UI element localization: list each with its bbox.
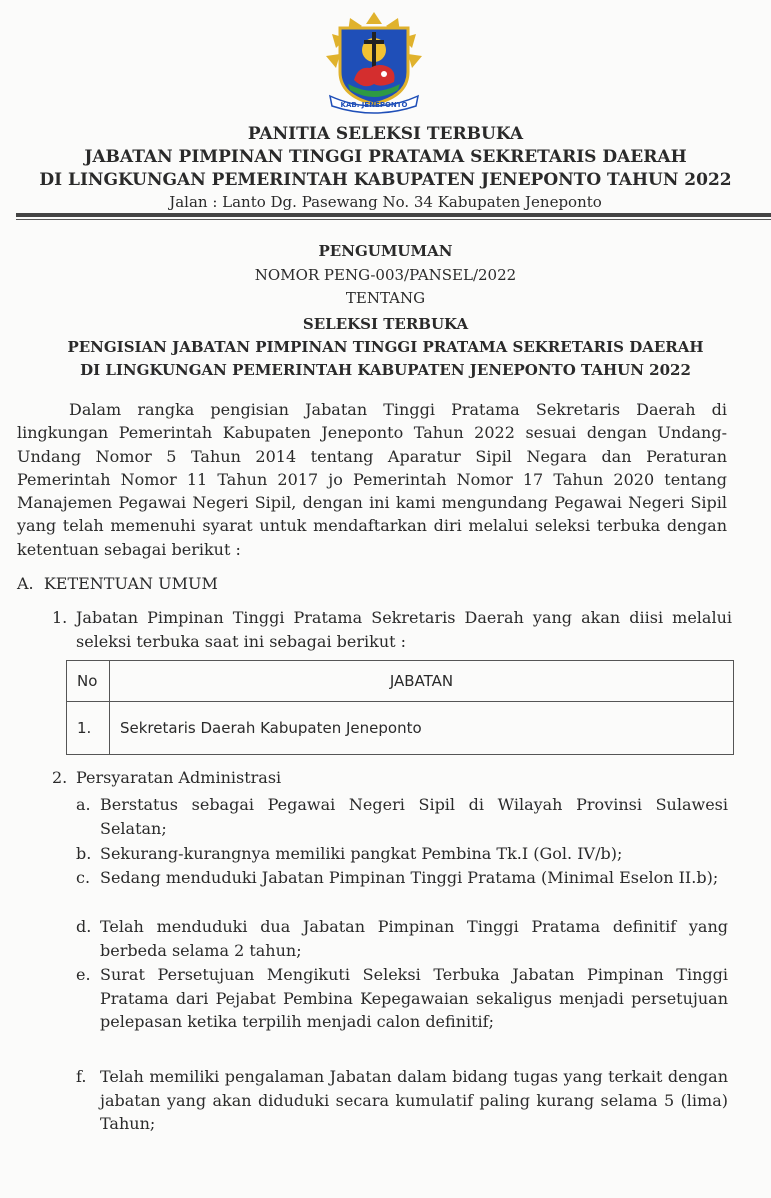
announcement-subject3: DI LINGKUNGAN PEMERINTAH KABUPATEN JENEPONTO TAHUN 2022 (80, 361, 691, 379)
item-text: Persyaratan Administrasi (76, 768, 282, 787)
item-number: 2. (52, 768, 68, 787)
item-text: Jabatan Pimpinan Tinggi Pratama Sekretaris Daerah yang akan diisi melalui seleksi terbuka saat ini sebagai berikut : (76, 608, 732, 651)
sub-item-label: e. (76, 965, 91, 984)
letterhead-line3: DI LINGKUNGAN PEMERINTAH KABUPATEN JENEPONTO TAHUN 2022 (39, 170, 732, 190)
position-table (66, 660, 734, 755)
sub-item-text: Berstatus sebagai Pegawai Negeri Sipil di Wilayah Provinsi Sulawesi Selatan; (100, 795, 728, 838)
sub-item-c (76, 866, 728, 914)
letterhead-rule-thin (16, 219, 771, 220)
sub-item-label: d. (76, 917, 92, 936)
sub-item-a (76, 793, 728, 841)
sub-item-label: b. (76, 844, 92, 863)
list-item (52, 606, 732, 654)
table-cell: 1. (67, 702, 110, 755)
announcement-about: TENTANG (345, 289, 426, 307)
table-row (67, 702, 734, 755)
sub-item-b (76, 842, 728, 866)
table-cell: Sekretaris Daerah Kabupaten Jeneponto (110, 702, 734, 755)
sub-item-label: a. (76, 795, 91, 814)
sub-item-f (76, 1065, 728, 1137)
sub-item-label: f. (76, 1067, 87, 1086)
letterhead-address: Jalan : Lanto Dg. Pasewang No. 34 Kabupaten Jeneponto (169, 193, 602, 211)
section-a-label: A. (17, 574, 34, 593)
sub-item-text: Telah menduduki dua Jabatan Pimpinan Tinggi Pratama definitif yang berbeda selama 2 tahun; (100, 917, 728, 960)
table-header-cell: No (67, 661, 110, 702)
sub-item-label: c. (76, 868, 91, 887)
section-a-heading (17, 574, 218, 593)
regency-emblem-logo (320, 10, 428, 114)
sub-item-text: Surat Persetujuan Mengikuti Seleksi Terbuka Jabatan Pimpinan Tinggi Pratama dari Pejabat Pembina Kepegawaian sekaligus menjadi persetujuan pelepasan ketika terpilih menjadi calon definitif; (100, 965, 728, 1031)
intro-paragraph (17, 398, 727, 561)
item-number: 1. (52, 608, 68, 627)
sub-item-text: Telah memiliki pengalaman Jabatan dalam bidang tugas yang terkait dengan jabatan yang akan diduduki secara kumulatif paling kurang selama 5 (lima) Tahun; (100, 1067, 728, 1133)
letterhead-line2: JABATAN PIMPINAN TINGGI PRATAMA SEKRETARIS DAERAH (84, 147, 687, 167)
sub-item-d (76, 915, 728, 963)
announcement-subject1: SELEKSI TERBUKA (302, 315, 469, 333)
sub-item-e (76, 963, 728, 1059)
letterhead-rule-thick (16, 213, 771, 217)
emblem-ribbon-text: KAB. JENEPONTO (340, 101, 408, 109)
intro-text: Dalam rangka pengisian Jabatan Tinggi Pratama Sekretaris Daerah di lingkungan Pemerintah Kabupaten Jeneponto Tahun 2022 sesuai dengan Undang-Undang Nomor 5 Tahun 2014 tentang Aparatur Sipil Negara dan Peraturan Pemerintah Nomor 11 Tahun 2017 jo Pemerintah Nomor 17 Tahun 2020 tentang Manajemen Pegawai Negeri Sipil, dengan ini kami mengundang Pegawai Negeri Sipil yang telah memenuhi syarat untuk mendaftarkan diri melalui seleksi terbuka dengan ketentuan sebagai berikut : (17, 400, 727, 559)
letterhead-line1: PANITIA SELEKSI TERBUKA (247, 124, 524, 144)
announcement-subject2: PENGISIAN JABATAN PIMPINAN TINGGI PRATAMA SEKRETARIS DAERAH (67, 338, 704, 356)
table-header-cell: JABATAN (110, 661, 734, 702)
table-header-row (67, 661, 734, 702)
sub-item-text: Sedang menduduki Jabatan Pimpinan Tinggi Pratama (Minimal Eselon II.b); (100, 868, 719, 887)
announcement-title: PENGUMUMAN (318, 242, 453, 260)
list-item (52, 766, 732, 790)
announcement-number: NOMOR PENG-003/PANSEL/2022 (254, 266, 517, 284)
sub-item-text: Sekurang-kurangnya memiliki pangkat Pembina Tk.I (Gol. IV/b); (100, 844, 623, 863)
section-a-title: KETENTUAN UMUM (43, 574, 218, 593)
